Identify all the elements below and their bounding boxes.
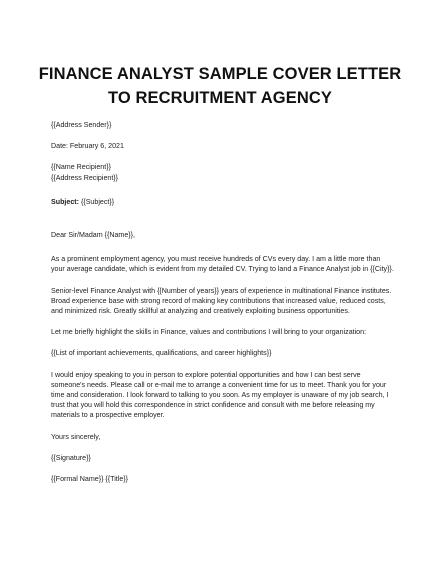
document-title: [0, 62, 440, 110]
subject-line: [51, 197, 396, 207]
paragraph-achievements: {{List of important achievements, qualifications, and career highlights}}: [51, 349, 272, 358]
subject-label: Subject:: [51, 197, 79, 206]
formal-name: {{Formal Name}} {{Title}}: [51, 475, 129, 484]
paragraph-intro: As a prominent employment agency, you must receive hundreds of CVs every day. I am a little more than your average candidate, which is evident from my detailed CV. Trying to land a Finance Analyst job in {{City}}.: [51, 255, 394, 274]
subject-value: {{Subject}}: [78, 197, 115, 206]
paragraph-skills-intro: Let me briefly highlight the skills in Finance, values and contributions I will bring to your organization:: [51, 328, 367, 337]
closing: Yours sincerely,: [51, 432, 101, 441]
paragraph-closing: I would enjoy speaking to you in person to explore potential opportunities and how I can best serve someone's needs. Please call or e-mail me to arrange a convenient time for us to meet. Thank you for your time and consideration. I look forward to talking to you soon. As my employer is unaware of my job search, I trust that you will hold this correspondence in strict confidence and consult with me before releasing my materials to a prospective employer.: [51, 370, 389, 420]
address-sender: {{Address Sender}}: [51, 121, 112, 129]
salutation: Dear Sir/Madam {{Name}},: [51, 231, 135, 240]
title-line-2: TO RECRUITMENT AGENCY: [108, 89, 332, 107]
letter-date: Date: February 6, 2021: [51, 142, 124, 151]
letter-body: [51, 120, 396, 484]
signature: {{Signature}}: [51, 453, 91, 462]
title-line-1: FINANCE ANALYST SAMPLE COVER LETTER: [38, 65, 402, 83]
paragraph-experience: Senior-level Finance Analyst with {{Number of years}} years of experience in multinational Finance institutes. Broad experience base with strong record of making key contributions that increased value, reduced costs, and minimized risk. Greatly skillful at analyzing and creatively exploiting business opportunities.: [51, 286, 392, 316]
name-recipient: {{Name Recipient}}: [51, 163, 111, 172]
address-recipient: {{Address Recipient}}: [51, 173, 119, 182]
